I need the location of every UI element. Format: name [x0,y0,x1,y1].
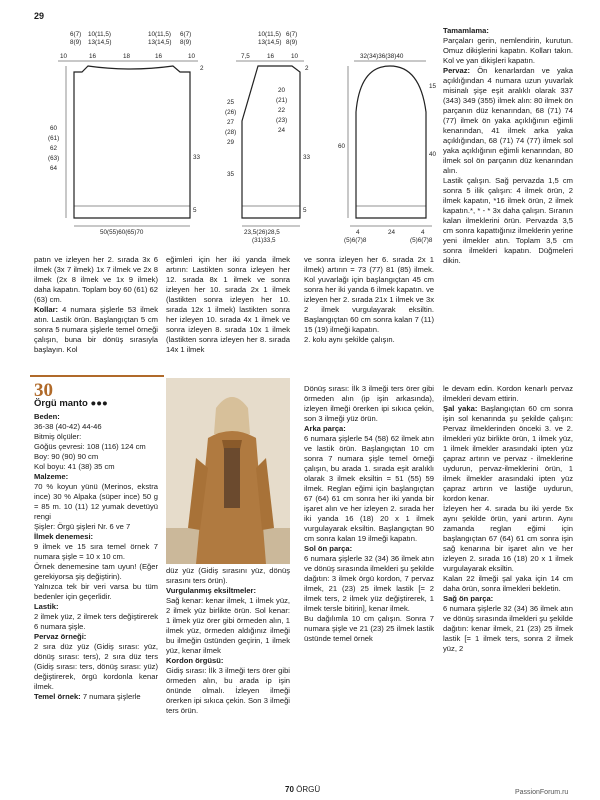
donus-text: Dönüş sırası: İlk 3 ilmeği ters örer gibi örmeden alın (ip işin arkasında), izleyen ilmeği örerken ipi sıkıca çekin, son 3 ilmeği yüz örün. [304,384,434,424]
heading-vurgulanmis: Vurgulanmış eksiltmeler: [166,586,257,596]
deneme-text3: Yalnızca tek bir veri varsa bu tüm bedenler için geçerlidir. [34,582,158,602]
heading-pervaz-ornegi: Pervaz örneği: [34,632,87,642]
lastik-pervaz-text: Lastik çalışın. Sağ pervazda 1,5 cm sonra 5 ilik çalışın: 4 ilmek örün, 2 ilmek kapatın, *16 ilmek örün, 2 ilmek kapatın.*, * - * 3x daha çalışın. Sıranın kalan ilmeklerini örün. Pervazda 3,5 cm sonra kapattığınız ilmeklerin yerine yeni ilmekler atın. Toplam 3,5 cm sonra ilmekleri kapatın. Düğmeleri dikin. [443,176,573,266]
olcu-line: Boy: 90 (90) 90 cm [34,452,99,462]
heading-olculer: Bitmiş ölçüler: [34,432,82,442]
back-top-label: 10(11,5) [88,31,111,38]
back-right-label: 33 [193,154,201,161]
sleeve-right-label: 15 [429,83,437,90]
text-a1: patın ve izleyen her 2. sırada 3x 6 ilmek (3x 7 ilmek) 1x 7 ilmek ve 2x 8 ilmek (2x 8 ilmek ve 1x 9 ilmek) daha kapatın. Toplam boy 60 (61) 62 (63) cm. [34,255,158,305]
front-top-label: 10(11,5) [258,31,281,38]
back-top-label: 10(11,5) [148,31,171,38]
vurgulanmis-text: Sağ kenar: kenar ilmek, 1 ilmek yüz, 2 ilmek yüz birlikte örün. Sol kenar: 1 ilmek yüz örer gibi örmeden alın, 1 ilmek yüz, örmeden aldığınız ilmeği bu ilmeğin üstünden geçirin, 1 ilmek yüz, kenar ilmek [166,596,290,656]
heading-temel: Temel örnek: [34,692,81,702]
heading-pervaz: Pervaz: [443,66,471,76]
arka-text: 6 numara şişlerle 54 (58) 62 ilmek atın ve lastik örün. Başlangıçtan 10 cm sonra 7 numara şişle temel örneği çalışın, bu arada 1. sırada eşit aralıklı olarak 3 ilmek eksiltin = 51 (55) 59 ilmek. Reglan eğimi için başlangıçtan 67 (64) 61 cm sonra her iki yanda bir işaret alın ve her izleyen 2. sırada her iki yanda 16 (18) 20 x 1 ilmek vurgulayarak eksiltin. Başlangıçtan 90 cm sonra kalan 19 ilmeği kapatın. [304,434,434,544]
sleeve-bottom-label: 4 [356,229,360,236]
sleeve-top-label: 32(34)36(38)40 [360,53,404,60]
front-top-label: 10 [291,53,299,60]
kordon-text: Gidiş sırası: İlk 3 ilmeği ters örer gibi örmeden alın, bu arada ip işin önünde olmalı. İzleyen ilmeği örerken ipi sıkıca çekin. Son 3 ilmeği ters örün. [166,666,290,716]
column-b4 [443,384,573,654]
model-photo [166,378,290,564]
pattern-title-text: Örgü manto [34,398,88,409]
front-top-label: 8(9) [286,39,298,46]
column-a2 [166,255,290,355]
front-right-label: (21) [276,97,288,104]
front-top-label: 6(7) [286,31,298,38]
heading-kordon: Kordon örgüsü: [166,656,224,666]
heading-lastik: Lastik: [34,602,59,612]
heading-tamamlama: Tamamlama: [443,26,489,35]
sleeve-right-label: 40 [429,151,437,158]
sleeve-bottom-label: (5)6(7)8 [344,237,367,244]
duz-yuz-text: düz yüz (Gidiş sırasını yüz, dönüş sırasını ters örün). [166,566,290,586]
finishing-text: Parçaları gerin, nemlendirin, kurutun. Omuz dikişlerini kapatın. Kolları takın. Kol ve yan dikişleri kapatın. [443,36,573,66]
front-left-label: (28) [225,129,237,136]
deneme-text: 9 ilmek ve 15 sıra temel örnek 7 numara şişle = 10 x 10 cm. [34,542,158,562]
pattern-title [34,398,108,411]
front-right-label: 2 [305,65,309,72]
sisler-text: Şişler: Örgü şişleri Nr. 6 ve 7 [34,522,131,532]
heading-kollar: Kollar: [34,305,59,315]
sal-yaka-text3: Kalan 22 ilmeği şal yaka için 14 cm daha örün, sonra ilmekleri bekletin. [443,574,573,594]
pervaz-ornegi-text: 2 sıra düz yüz (Gidiş sırası: yüz, dönüş sırası: ters), 2 sıra düz ters (Gidiş sırası: ters, dönüş sırası: yüz) değiştirerek, örgü kordonla kenar ilmek. [34,642,158,692]
column-b3 [304,384,434,644]
sleeve-left-label: 60 [338,143,346,150]
column-finishing [443,26,573,266]
front-piece-diagram [225,31,311,244]
heading-beden: Beden: [34,412,60,421]
front-left-label: 29 [227,139,235,146]
heading-sag-on: Sağ ön parça: [443,594,494,604]
front-right-label: (23) [276,117,288,124]
front-top-label: 13(14,5) [258,39,282,46]
text-a3b: 2. kolu aynı şekilde çalışın. [304,335,395,345]
front-bottom-label: 23,5(26)28,5 [244,229,280,236]
front-left-label: 35 [227,171,235,178]
temel-text: 7 numara şişlerle [80,692,141,702]
kollar-text: 4 numara şişlerle 53 ilmek atın. Lastik örün. Başlangıçtan 5 cm sonra 5 numara şişlerle temel örneği çalışın, buna bir dönüş sırasıyla başlayın. Kol [34,305,158,355]
heading-arka: Arka parça: [304,424,346,434]
back-top-label: 6(7) [180,31,192,38]
back-piece-diagram [48,31,204,236]
back-left-label: (61) [48,135,60,142]
front-right-label: 22 [278,107,286,114]
back-right-label: 5 [193,207,197,214]
footer [285,785,320,796]
front-right-label: 24 [278,127,286,134]
olcu-line: Göğüs çevresi: 108 (116) 124 cm [34,442,146,452]
text-a3: ve sonra izleyen her 6. sırada 2x 1 ilmek) artırın = 73 (77) 81 (85) ilmek. Kol yuvarlağı için başlangıçtan 45 cm sonra her iki yanda 6 ilmek kapatın. ve izleyen her 2. sırada 21x 1 ilmek ve 3x 2 ilmek vurgulayarak eksiltin. Başlangıçtan 60 cm sonra kalan 7 (11) 15 (19) ilmeği kapatın. [304,255,434,335]
back-right-label: 2 [200,65,204,72]
sal-yaka-text2: İzleyen her 4. sırada bu iki yerde 5x aynı şekilde örün, yani artırın. Aynı zamanda reglan eğimi için başlangıçtan 67 (64) 61 cm sonra işin sağ kenarına bir işaret alın ve her izleyen 2. sırada 16 (18) 20 x 1 ilmek vurgulayarak eksiltin. [443,504,573,574]
back-top-label: 8(9) [70,39,82,46]
kordon-kenar-text: le devam edin. Kordon kenarlı pervaz ilmekleri devam ettirin. [443,384,573,404]
pattern-number: 30 [34,380,53,401]
back-top-label: 6(7) [70,31,82,38]
lastik-text: 2 ilmek yüz, 2 ilmek ters değiştirerek 6 numara şişle. [34,612,158,632]
sol-on-text2: Bu dağılımla 10 cm çalışın. Sonra 7 numara şişle ve 21 (23) 25 ilmek lastik üstünde temel örnek [304,614,434,644]
malzeme-text: 70 % koyun yünü (Merinos, ekstra ince) 30 % Alpaka (süper ince) 50 g = 85 m. 10 (11) 12 yumak devetüyü rengi [34,482,158,522]
front-left-label: 27 [227,119,235,126]
model-illustration [166,378,290,564]
heading-sal-yaka: Şal yaka: [443,404,478,414]
front-right-label: 33 [303,154,311,161]
back-top-label: 10 [188,53,196,60]
back-left-label: 60 [50,125,58,132]
sal-yaka-text: Başlangıçtan 60 cm sonra işin sol kenarında şu şekilde çalışın: Pervaz ilmeklerinden önceki 3. ve 2. ilmekleri yüz birlikte örün, 1 ilmek yüz, 1 ilmek ilmekler arasındaki ipten yüz çapraz artırın ve pervaz - ilmeklerine uydurun, pervaz-ilmeklerini örün, 1 ilmek ilmekler arasındaki ipten yüz çapraz artırın ve lastiğe uydurun, kordon kenar. [443,404,573,504]
schematic-diagrams [30,26,440,254]
watermark: PassionForum.ru [515,789,569,796]
back-left-label: 64 [50,165,58,172]
column-b2 [166,566,290,716]
front-top-label: 7,5 [241,53,250,60]
heading-malzeme: Malzeme: [34,472,69,482]
front-right-label: 20 [278,87,286,94]
column-a1 [34,255,158,355]
sleeve-bottom-label: (5)6(7)8 [410,237,433,244]
back-top-label: 16 [89,53,97,60]
page-number: 29 [34,11,45,21]
back-top-label: 18 [123,53,131,60]
front-top-label: 16 [267,53,275,60]
back-left-label: (63) [48,155,60,162]
back-top-label: 16 [155,53,163,60]
beden-text: 36-38 (40-42) 44-46 [34,422,102,432]
front-bottom-label: (31)33,5 [252,237,276,244]
footer-page-number: 70 [285,785,294,794]
divider [30,375,164,377]
column-a3 [304,255,434,345]
pervaz-text: Ön kenarlardan ve yaka açıklığından 4 numara uzun yuvarlak misinalı şişe eşit aralıklı olarak 337 (343) 349 (355) ilmek alın: 80 ilmek ön parçanın düz kenarından, 68 (71) 74 (77) ilmek ön yaka açıklığının eğimli kenarından, 41 ilmek arka yaka açıklığından, 68 (71) 74 (77) ilmek sol yaka açıklığının eğimli kenarından, 80 ilmek sol ön parçanın düz kenarından alın. [443,66,573,176]
front-left-label: (26) [225,109,237,116]
back-top-label: 13(14,5) [148,39,172,46]
heading-sol-on: Sol ön parça: [304,544,353,554]
back-top-label: 8(9) [180,39,192,46]
deneme-text2: Örnek denemesine tam uyun! (Eğer gerekiyorsa şiş değiştirin). [34,562,158,582]
front-left-label: 25 [227,99,235,106]
back-bottom-label: 50(55)60(65)70 [100,229,144,236]
column-b1 [34,412,158,702]
heading-deneme: İlmek denemesi: [34,532,94,542]
sleeve-bottom-label: 24 [388,229,396,236]
sol-on-text: 6 numara şişlerle 32 (34) 36 ilmek atın ve dönüş sırasında ilmekleri şu şekilde dağıtın: 3 ilmek örgü kordon, 7 pervaz ilmek, 21 (23) 25 ilmek lastik [= 2 ilmek ters, 2 ilmek yüz değiştirerek, 1 ilmek tersle bitirin], kenar ilmek. [304,554,434,614]
back-left-label: 62 [50,145,58,152]
text-a2: eğimleri için her iki yanda ilmek artırın: Lastikten sonra izleyen her 12. sırada 8x 1 ilmek ve sonra izleyen her 10. sırada 2x 1 ilmek (lastikten sonra izleyen her 10. sırada 12x 1 ilmek) lastikten sonra her izleyen 10. sırada 4x 1 ilmek ve sonra izleyen 8. sırada 10x 1 ilmek (lastikten sonra izleyen her 8. sırada 14x 1 ilmek [166,255,290,355]
front-right-label: 5 [303,207,307,214]
back-top-label: 13(14,5) [88,39,112,46]
sleeve-diagram [338,53,437,244]
footer-brand: ÖRGÜ [296,785,321,794]
sag-on-text: 6 numara şişlerle 32 (34) 36 ilmek atın ve dönüş sırasında ilmekleri şu şekilde dağıtın: kenar ilmek, 21 (23) 25 ilmek lastik [= 1 ilmek ters, sonra 2 ilmek yüz, 2 [443,604,573,654]
difficulty-dots: ●●● [90,398,108,409]
sleeve-bottom-label: 4 [421,229,425,236]
olcu-line: Kol boyu: 41 (38) 35 cm [34,462,115,472]
back-top-label: 10 [60,53,68,60]
